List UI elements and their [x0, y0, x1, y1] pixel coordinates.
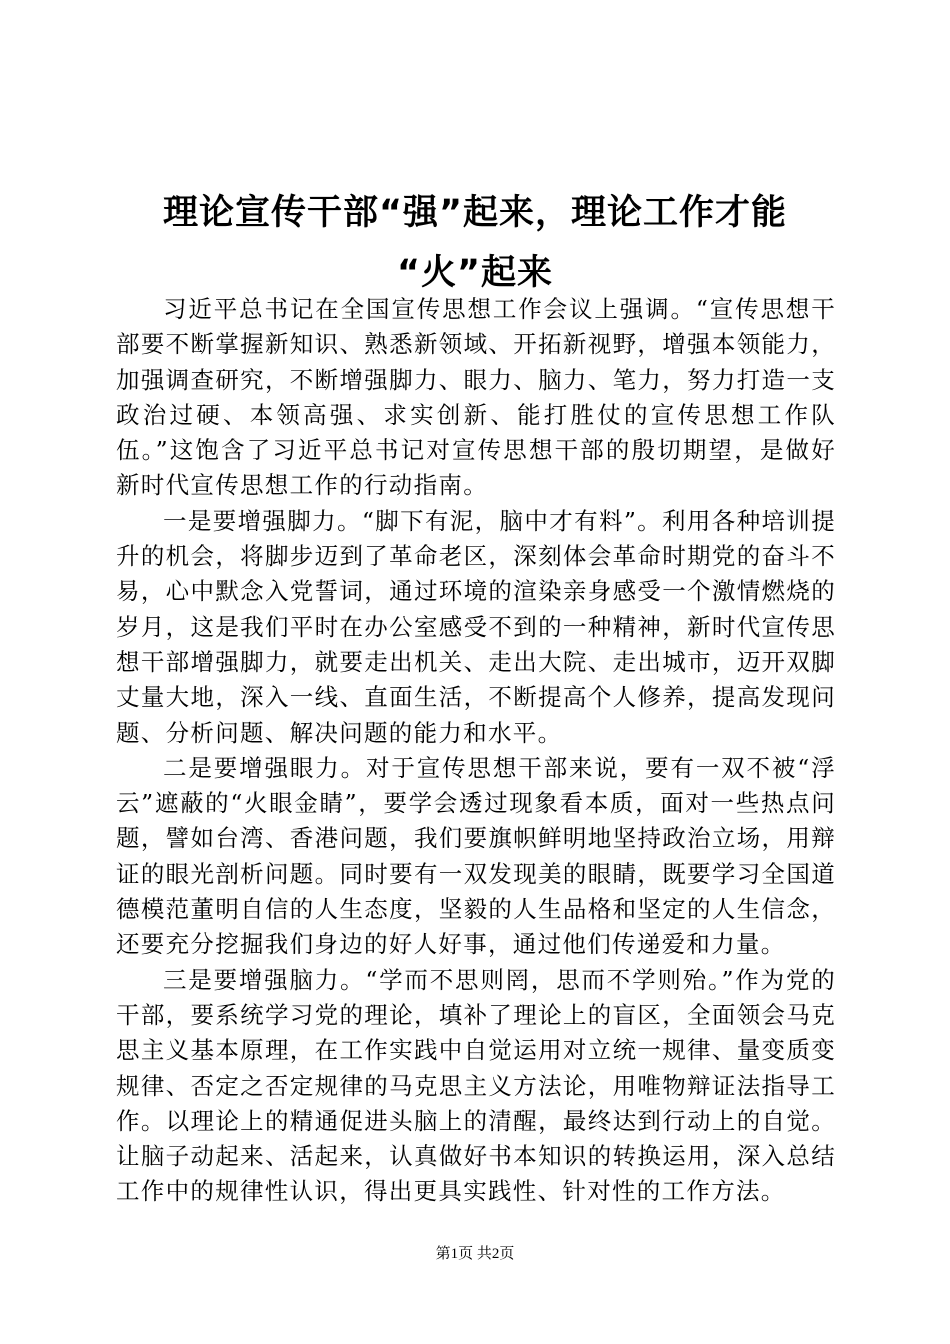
document-title — [120, 183, 830, 303]
paragraph-intro: 习近平总书记在全国宣传思想工作会议上强调。“宣传思想干部要不断掌握新知识、熟悉新领域、开拓新视野，增强本领能力，加强调查研究，不断增强脚力、眼力、脑力、笔力，努力打造一支政治过硬、本领高强、求实创新、能打胜仗的宣传思想工作队伍。”这饱含了习近平总书记对宣传思想干部的殷切期望，是做好新时代宣传思想工作的行动指南。 — [116, 295, 836, 500]
page-footer: 第1页 共2页 — [435, 1246, 515, 1262]
title-line-2: “火”起来 — [396, 253, 553, 293]
paragraph-eyesight: 二是要增强眼力。对于宣传思想干部来说，要有一双不被“浮云”遮蔽的“火眼金睛”，要学会透过现象看本质，面对一些热点问题，譬如台湾、香港问题，我们要旗帜鲜明地坚持政治立场，用辩证的眼光剖析问题。同时要有一双发现美的眼睛，既要学习全国道德模范董明自信的人生态度，坚毅的人生品格和坚定的人生信念，还要充分挖掘我们身边的好人好事，通过他们传递爱和力量。 — [116, 753, 836, 959]
title-line-1: 理论宣传干部“强”起来，理论工作才能 — [162, 193, 787, 233]
document-body — [116, 292, 836, 1210]
paragraph-brainpower: 三是要增强脑力。“学而不思则罔，思而不学则殆。”作为党的干部，要系统学习党的理论，填补了理论上的盲区，全面领会马克思主义基本原理，在工作实践中自觉运用对立统一规律、量变质变规律、否定之否定规律的马克思主义方法论，用唯物辩证法指导工作。以理论上的精通促进头脑上的清醒，最终达到行动上的自觉。让脑子动起来、活起来，认真做好书本知识的转换运用，深入总结工作中的规律性认识，得出更具实践性、针对性的工作方法。 — [116, 965, 836, 1206]
paragraph-footwork: 一是要增强脚力。“脚下有泥，脑中才有料”。利用各种培训提升的机会，将脚步迈到了革命老区，深刻体会革命时期党的奋斗不易，心中默念入党誓词，通过环境的渲染亲身感受一个激情燃烧的岁月，这是我们平时在办公室感受不到的一种精神，新时代宣传思想干部增强脚力，就要走出机关、走出大院、走出城市，迈开双脚丈量大地，深入一线、直面生活，不断提高个人修养，提高发现问题、分析问题、解决问题的能力和水平。 — [116, 506, 836, 747]
